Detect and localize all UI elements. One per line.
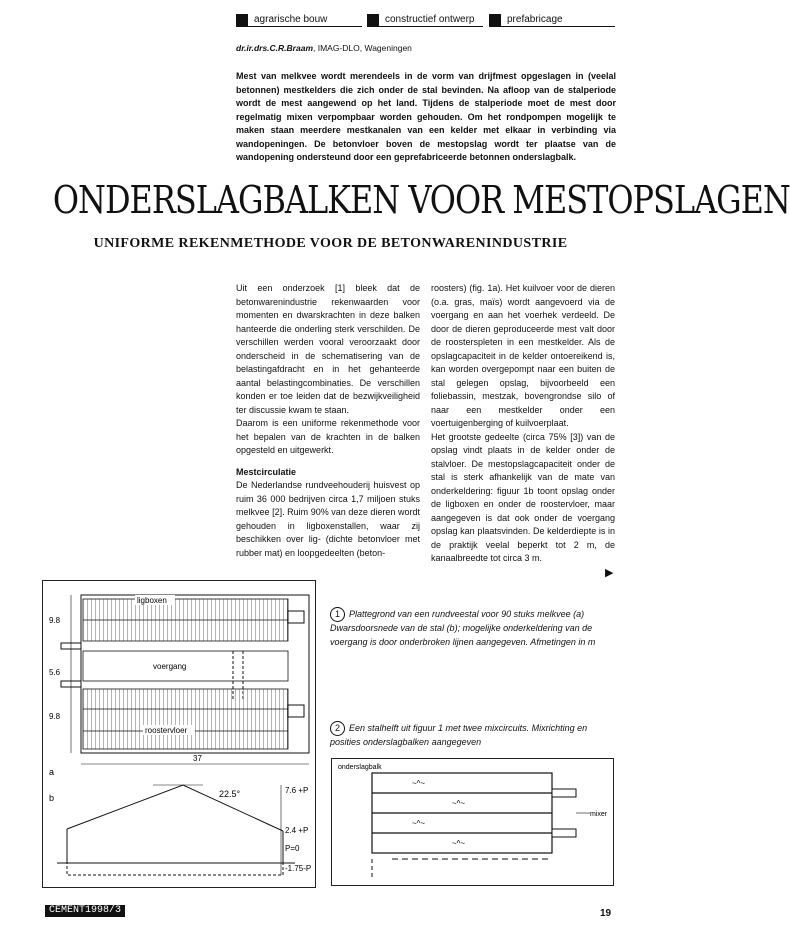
figure-2-drawing (332, 759, 613, 885)
label-voergang: voergang (153, 662, 187, 671)
level-7-6: 7.6 +P (285, 786, 309, 795)
figure-1-caption: 1 Plattegrond van een rundveestal voor 90 stuks melkvee (a) Dwarsdoorsnede van de stal (b); mogelijke onderkeldering van de voergang is door onderbroken lijnen aangegeven. Afmetingen in m (330, 609, 596, 647)
label-roostervloer: roostervloer (145, 726, 188, 735)
tag-agrarische-bouw: agrarische bouw (236, 14, 362, 27)
label-b: b (49, 793, 55, 803)
label-a: a (49, 767, 55, 777)
ligboxen-block-bottom (83, 689, 288, 749)
figure-2-caption: 2 Een stalhelft uit figuur 1 met twee mixcircuits. Mixrichting en posities onderslagbalken aangegeven (330, 723, 588, 747)
paragraph: De Nederlandse rundveehouderij huisvest op ruim 36 000 bedrijven circa 1,7 miljoen stuks melkvee [2]. Ruim 90% van deze dieren wordt gehouden in ligboxenstallen, waar zij beschikken over lig- (dichte betonvloer met rubber mat) en loopgedeelten (beton- (236, 480, 420, 558)
journal-footer: CEMENT1998/3 (45, 905, 125, 917)
tag-square-icon (367, 14, 379, 26)
dim-length: 37 (193, 754, 202, 763)
svg-text:~^~: ~^~ (412, 819, 426, 828)
paragraph: Het grootste gedeelte (circa 75% [3]) van de opslag vindt plaats in de kelder onder de stalvloer. De mestopslagcapaciteit onder de stal is sterk afhankelijk van de mate van onderkeldering: figuur 1b toont opslag onder de ligboxen en onder de roostervloer, maar aangegeven is dat ook onder de voergang opslag kan plaatsvinden. De kelderdiepte is in de praktijk veelal beperkt tot 2 m, de kanaalbreedte tot circa 3 m. (431, 431, 615, 563)
tag-square-icon (489, 14, 501, 26)
article-title: ONDERSLAGBALKEN VOOR MESTOPSLAGEN (52, 178, 790, 222)
dim-5-6: 5.6 (49, 668, 61, 677)
roof-angle: 22.5° (219, 789, 241, 799)
cellar-outline (67, 863, 283, 875)
intro-paragraph: Mest van melkvee wordt merendeels in de vorm van drijfmest opgeslagen in (veelal betonnen) mestkelders die zich onder de stal bevinden. Na afloop van de stalperiode wordt de mest aangewend op het land. Tijdens de stalperiode moet de mest door regelmatig mixen verpompbaar worden gehouden. Om het rondpompen mogelijk te maken staan meerdere mestkanalen van een kelder met elkaar in verbinding via wandopeningen. De betonvloer boven de mestopslag wordt ter plaatse van de wandopening ondersteund door een geprefabriceerde betonnen onderslagbalk. (236, 71, 616, 162)
figure-1 (42, 580, 316, 888)
affiliation: , IMAG-DLO, Wageningen (313, 43, 412, 53)
figure-number-2: 2 (330, 721, 345, 736)
level-2-4: 2.4 +P (285, 826, 309, 835)
body-column-2 (431, 282, 615, 566)
dim-9-8-top: 9.8 (49, 616, 61, 625)
label-onderslagbalk: onderslagbalk (338, 764, 382, 771)
tag-prefabricage: prefabricage (489, 14, 615, 27)
section-heading: Mestcirculatie (236, 466, 297, 477)
paragraph: Daarom is een uniforme rekenmethode voor het bepalen van de krachten in de balken opgesteld en uitgewerkt. (236, 418, 420, 455)
level-minus-1-75: -1.75-P (285, 864, 312, 873)
svg-text:~^~: ~^~ (452, 839, 466, 848)
label-ligboxen: ligboxen (137, 596, 167, 605)
continue-arrow-icon: ▶ (605, 567, 614, 579)
label-mixer: mixer (590, 811, 608, 818)
roof-line (67, 785, 283, 831)
svg-text:~^~: ~^~ (452, 799, 466, 808)
tag-constructief-ontwerp: constructief ontwerp (367, 14, 483, 27)
article-subtitle: UNIFORME REKENMETHODE VOOR DE BETONWARENINDUSTRIE (93, 236, 568, 251)
page-number: 19 (600, 908, 612, 919)
paragraph: Uit een onderzoek [1] bleek dat de betonwarenindustrie rekenwaarden voor momenten en dwarskrachten in deze balken hanteerde die onderling sterk verschilden. De verschillen werden vooral veroorzaakt door onderscheid in de schematisering van de belastingafdracht en in het gehanteerde aantal belastingcombinaties. De verschillen konden er toe leiden dat de bezwijkveiligheid ter discussie kwam te staan. (236, 283, 420, 415)
figure-number-1: 1 (330, 607, 345, 622)
level-p-0: P=0 (285, 844, 300, 853)
figure-2 (331, 758, 614, 886)
svg-text:~^~: ~^~ (412, 779, 426, 788)
figure-1-drawing (43, 581, 315, 887)
tag-square-icon (236, 14, 248, 26)
byline (236, 43, 412, 53)
author: dr.ir.drs.C.R.Braam (236, 43, 314, 53)
paragraph: roosters) (fig. 1a). Het kuilvoer voor de dieren (o.a. gras, maïs) wordt aangevoerd via de voergang en aan het voerhek verdeeld. De door de dieren geproduceerde mest valt door de roosterspleten in een mestkelder. Als de opslagcapaciteit in de kelder ontoereikend is, kan worden overgepompt naar een buiten de stal gelegen opslag, bijvoorbeeld een foliebassin, mestzak, bovengrondse silo of naar een mestkelder onder een voertuigenberging of kuilvoerplaat. (431, 283, 615, 428)
body-column-1 (236, 282, 420, 560)
dim-9-8-bottom: 9.8 (49, 712, 61, 721)
